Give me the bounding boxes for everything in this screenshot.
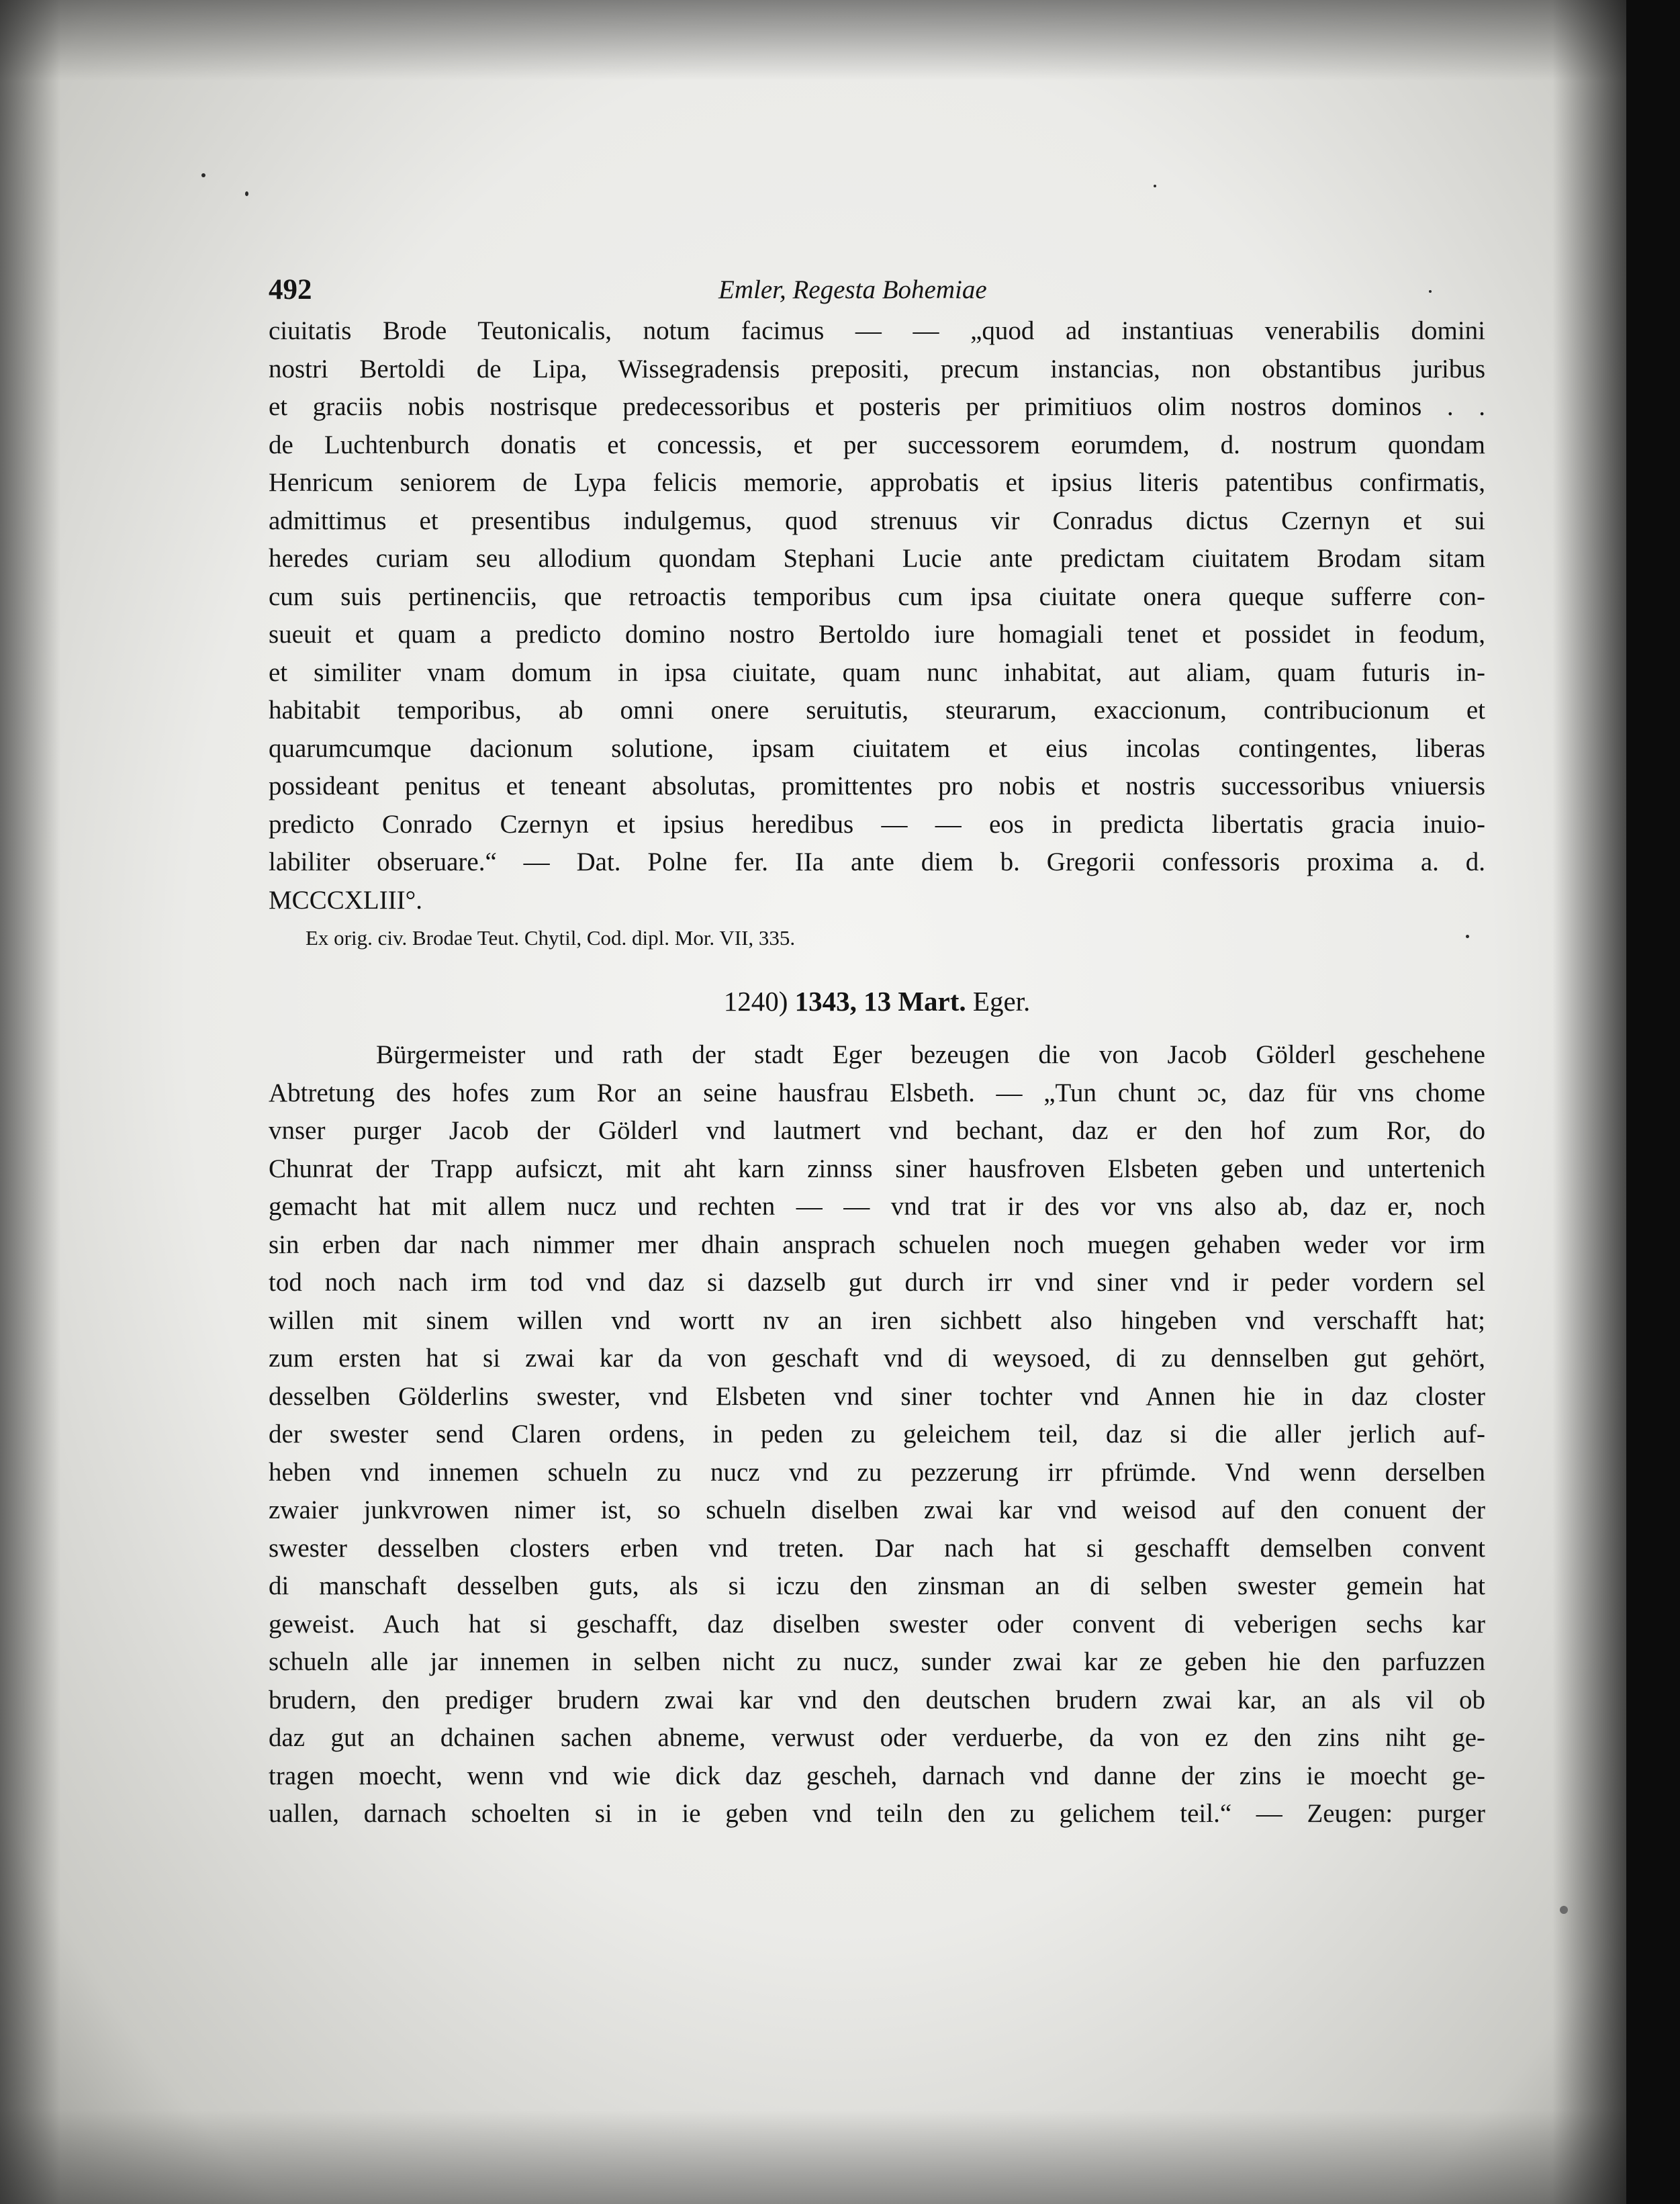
text-line: et similiter vnam domum in ipsa ciuitate, quam nunc inhabitat, aut aliam, quam futuris in- — [269, 657, 1485, 687]
entry-1239-continuation — [269, 312, 1485, 954]
page-number: 492 — [269, 274, 312, 306]
text-line: gemacht hat mit allem nucz und rechten — — vnd trat ir des vor vns also ab, daz er, noch — [269, 1192, 1485, 1221]
text-line: habitabit temporibus, ab omni onere seruitutis, steurarum, exaccionum, contribucionum et — [269, 696, 1485, 725]
text-line: cum suis pertinenciis, que retroactis temporibus cum ipsa ciuitate onera queque sufferre con- — [269, 582, 1485, 611]
text-line: uallen, darnach schoelten si in ie geben vnd teiln den zu gelichem teil.“ — Zeugen: purger — [269, 1799, 1485, 1828]
text-line: et graciis nobis nostrisque predecessoribus et posteris per primitiuos olim nostros dominos . . — [269, 392, 1485, 421]
text-line: willen mit sinem willen vnd wortt nv an iren sichbett also hingeben vnd verschafft hat; — [269, 1305, 1485, 1335]
dust-speck — [245, 191, 248, 196]
running-title: Emler, Regesta Bohemiae — [718, 275, 987, 304]
text-line: Abtretung des hofes zum Ror an seine hausfrau Elsbeth. — „Tun chunt ɔc, daz für vns chome — [269, 1078, 1485, 1107]
dust-speck — [1560, 1906, 1568, 1914]
dust-speck — [1154, 185, 1156, 187]
entry-heading — [269, 981, 1485, 1021]
entry-1240-body — [269, 1036, 1485, 1833]
text-line: nostri Bertoldi de Lipa, Wissegradensis prepositi, precum instancias, non obstantibus juribus — [269, 354, 1485, 383]
dust-speck — [201, 173, 205, 177]
text-line: de Luchtenburch donatis et concessis, et per successorem eorumdem, d. nostrum quondam — [269, 430, 1485, 459]
scan-shadow-right — [1552, 0, 1626, 2204]
text-line: brudern, den prediger brudern zwai kar vnd den deutschen brudern zwai kar, an als vil ob — [269, 1685, 1485, 1714]
text-line: heben vnd innemen schueln zu nucz vnd zu pezzerung irr pfrümde. Vnd wenn derselben — [269, 1457, 1485, 1487]
entry-number: 1240) — [723, 986, 788, 1017]
scan-border-right — [1626, 0, 1680, 2204]
text-line: Bürgermeister und rath der stadt Eger bezeugen die von Jacob Gölderl geschehene — [376, 1040, 1485, 1069]
text-line: zum ersten hat si zwai kar da von geschaft vnd di weysoed, di zu dennselben gut gehört, — [269, 1344, 1485, 1373]
text-line: schueln alle jar innemen in selben nicht zu nucz, sunder zwai kar ze geben hie den parfuzzen — [269, 1647, 1485, 1676]
text-line: tod noch nach irm tod vnd daz si dazselb gut durch irr vnd siner vnd ir peder vordern sel — [269, 1268, 1485, 1297]
running-head — [269, 265, 1485, 312]
source-note: Ex orig. civ. Brodae Teut. Chytil, Cod. dipl. Mor. VII, 335. — [306, 926, 796, 950]
text-line: heredes curiam seu allodium quondam Stephani Lucie ante predictam ciuitatem Brodam sitam — [269, 544, 1485, 573]
page-content — [269, 265, 1485, 1833]
text-line: sin erben dar nach nimmer mer dhain ansprach schuelen noch muegen gehaben weder vor irm — [269, 1230, 1485, 1259]
text-line: sueuit et quam a predicto domino nostro Bertoldo iure homagiali tenet et possidet in feodum, — [269, 620, 1485, 649]
text-line: ciuitatis Brode Teutonicalis, notum facimus — — „quod ad instantiuas venerabilis domini — [269, 316, 1485, 345]
entry-place: Eger. — [972, 986, 1031, 1017]
text-line: di manschaft desselben guts, als si iczu den zinsman an di selben swester gemein hat — [269, 1571, 1485, 1600]
text-line: Henricum seniorem de Lypa felicis memorie, approbatis et ipsius literis patentibus confirmatis, — [269, 468, 1485, 497]
text-line: admittimus et presentibus indulgemus, quod strenuus vir Conradus dictus Czernyn et sui — [269, 506, 1485, 535]
text-line: Chunrat der Trapp aufsiczt, mit aht karn zinnss siner hausfroven Elsbeten geben und untertenich — [269, 1154, 1485, 1183]
scan-shadow-top — [0, 0, 1680, 81]
text-line: geweist. Auch hat si geschafft, daz diselben swester oder convent di veberigen sechs kar — [269, 1609, 1485, 1639]
scan-shadow-left — [0, 0, 60, 2204]
text-line: quarumcumque dacionum solutione, ipsam ciuitatem et eius incolas contingentes, liberas — [269, 733, 1485, 763]
text-line: swester desselben closters erben vnd treten. Dar nach hat si geschafft demselben convent — [269, 1533, 1485, 1563]
entry-date: 1343, 13 Mart. — [794, 986, 966, 1017]
text-line: zwaier junkvrowen nimer ist, so schueln diselben zwai kar vnd weisod auf den conuent der — [269, 1496, 1485, 1524]
text-line: desselben Gölderlins swester, vnd Elsbeten vnd siner tochter vnd Annen hie in daz closter — [269, 1381, 1485, 1411]
text-line: vnser purger Jacob der Gölderl vnd lautmert vnd bechant, daz er den hof zum Ror, do — [269, 1116, 1485, 1145]
text-line-final: MCCCXLIII°. — [269, 885, 423, 915]
text-line: possideant penitus et teneant absolutas, promittentes pro nobis et nostris successoribus vniuersis — [269, 772, 1485, 800]
text-line: der swester send Claren ordens, in peden zu geleichem teil, daz si die aller jerlich auf- — [269, 1420, 1485, 1449]
text-line: daz gut an dchainen sachen abneme, verwust oder verduerbe, da von ez den zins niht ge- — [269, 1723, 1485, 1752]
text-line: labiliter obseruare.“ — Dat. Polne fer. IIa ante diem b. Gregorii confessoris proxima a. d. — [269, 847, 1485, 876]
scan-shadow-bottom — [0, 2110, 1680, 2204]
text-line: predicto Conrado Czernyn et ipsius heredibus — — eos in predicta libertatis gracia inuio- — [269, 809, 1485, 839]
text-line: tragen moecht, wenn vnd wie dick daz gescheh, darnach vnd danne der zins ie moecht ge- — [269, 1761, 1485, 1790]
